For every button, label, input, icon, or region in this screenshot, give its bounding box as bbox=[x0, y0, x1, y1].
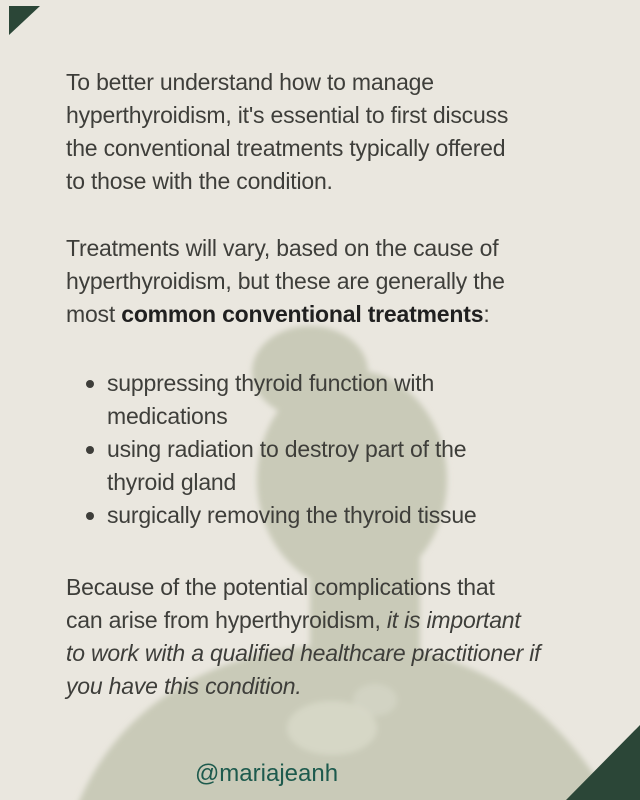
bullet-dot-icon bbox=[86, 446, 94, 454]
list-item bbox=[86, 499, 477, 532]
corner-accent-top-left-decoration bbox=[9, 6, 40, 35]
account-handle: @mariajeanh bbox=[194, 760, 339, 787]
paragraph-intro: To better understand how to manage hyperthyroidism, it's essential to first discuss the conventional treatments typically offered to those with the condition. bbox=[66, 69, 509, 194]
bullet-text: surgically removing the thyroid tissue bbox=[107, 502, 477, 528]
bullet-dot-icon bbox=[86, 380, 94, 388]
list-item bbox=[86, 433, 477, 499]
corner-accent-bottom-right-decoration bbox=[566, 725, 640, 800]
paragraph-closing: Because of the potential complications that can arise from hyperthyroidism, it is important to work with a qualified healthcare practitioner if you have this condition. bbox=[66, 574, 541, 699]
treatment-bullet-list bbox=[86, 367, 477, 532]
paragraph-treatments: Treatments will vary, based on the cause of hyperthyroidism, but these are generally the most common conventional treatments: bbox=[66, 235, 505, 327]
bullet-dot-icon bbox=[86, 512, 94, 520]
list-item bbox=[86, 367, 477, 433]
bullet-text: using radiation to destroy part of the thyroid gland bbox=[107, 436, 467, 495]
bullet-text: suppressing thyroid function with medications bbox=[107, 370, 435, 429]
